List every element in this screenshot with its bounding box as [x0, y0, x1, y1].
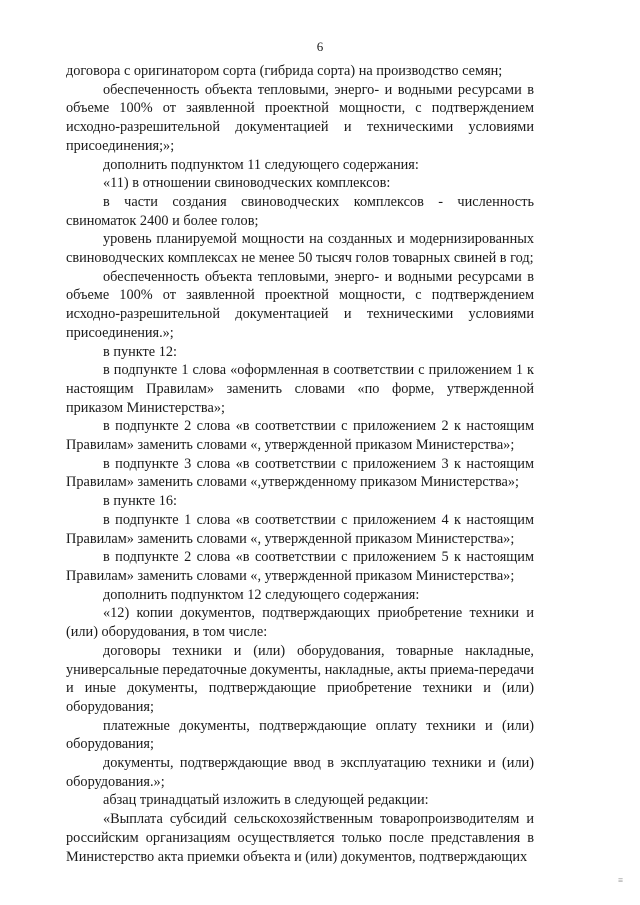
paragraph-20: абзац тринадцатый изложить в следующей редакции: [103, 792, 429, 809]
paragraph-19: документы, подтверждающие ввод в эксплуатацию техники и (или) оборудования.»; [66, 755, 534, 790]
paragraph-14: в подпункте 2 слова «в соответствии с приложением 5 к настоящим Правилам» заменить словами «, утвержденной приказом Министерства»; [66, 549, 534, 584]
paragraph-13: в подпункте 1 слова «в соответствии с приложением 4 к настоящим Правилам» заменить словами «, утвержденной приказом Министерства»; [66, 511, 534, 547]
document-body [66, 62, 534, 866]
paragraph-2: обеспеченность объекта тепловыми, энерго- и водными ресурсами в объеме 100% от заявленной проектной мощности, с подтверждением исходно-разрешительной документацией и техническими условиями присоединения;»; [66, 81, 534, 154]
margin-mark: ≡ [618, 875, 624, 885]
paragraph-10: в подпункте 2 слова «в соответствии с приложением 2 к настоящим Правилам» заменить словами «, утвержденной приказом Министерства»; [66, 418, 534, 454]
page-number: 6 [316, 39, 324, 54]
paragraph-21: «Выплата субсидий сельскохозяйственным товаропроизводителям и российским организациям осуществляется только после представления в Министерство акта приемки объекта и (или) документов, подтверждающих [66, 811, 534, 865]
paragraph-16: «12) копии документов, подтверждающих приобретение техники и (или) оборудования, в том числе: [66, 605, 534, 641]
paragraph-5: в части создания свиноводческих комплексов - численность свиноматок 2400 и более голов; [66, 193, 534, 229]
paragraph-15: дополнить подпунктом 12 следующего содержания: [103, 586, 420, 603]
paragraph-3: дополнить подпунктом 11 следующего содержания: [103, 156, 419, 173]
paragraph-6: уровень планируемой мощности на созданных и модернизированных свиноводческих комплексах не менее 50 тысяч голов товарных свиней в год; [66, 231, 534, 267]
paragraph-18: платежные документы, подтверждающие оплату техники и (или) оборудования; [66, 717, 534, 753]
paragraph-4: «11) в отношении свиноводческих комплексов: [103, 175, 391, 192]
paragraph-11: в подпункте 3 слова «в соответствии с приложением 3 к настоящим Правилам» заменить словами «,утвержденному приказом Министерства»; [66, 455, 534, 491]
paragraph-9: в подпункте 1 слова «оформленная в соответствии с приложением 1 к настоящим Правилам» заменить словами «по форме, утвержденной приказом Министерства»; [66, 362, 534, 416]
paragraph-1: договора с оригинатором сорта (гибрида сорта) на производство семян; [66, 63, 503, 79]
paragraph-8: в пункте 12: [103, 343, 177, 360]
paragraph-7: обеспеченность объекта тепловыми, энерго- и водными ресурсами в объеме 100% от заявленной проектной мощности, с подтверждением исходно-разрешительной документацией и техническими условиями присоединения.»; [66, 268, 534, 341]
paragraph-12: в пункте 16: [103, 493, 177, 510]
paragraph-17: договоры техники и (или) оборудования, товарные накладные, универсальные передаточные документы, накладные, акты приема-передачи и иные документы, подтверждающие приобретение техники и (или) оборудования; [66, 642, 534, 715]
